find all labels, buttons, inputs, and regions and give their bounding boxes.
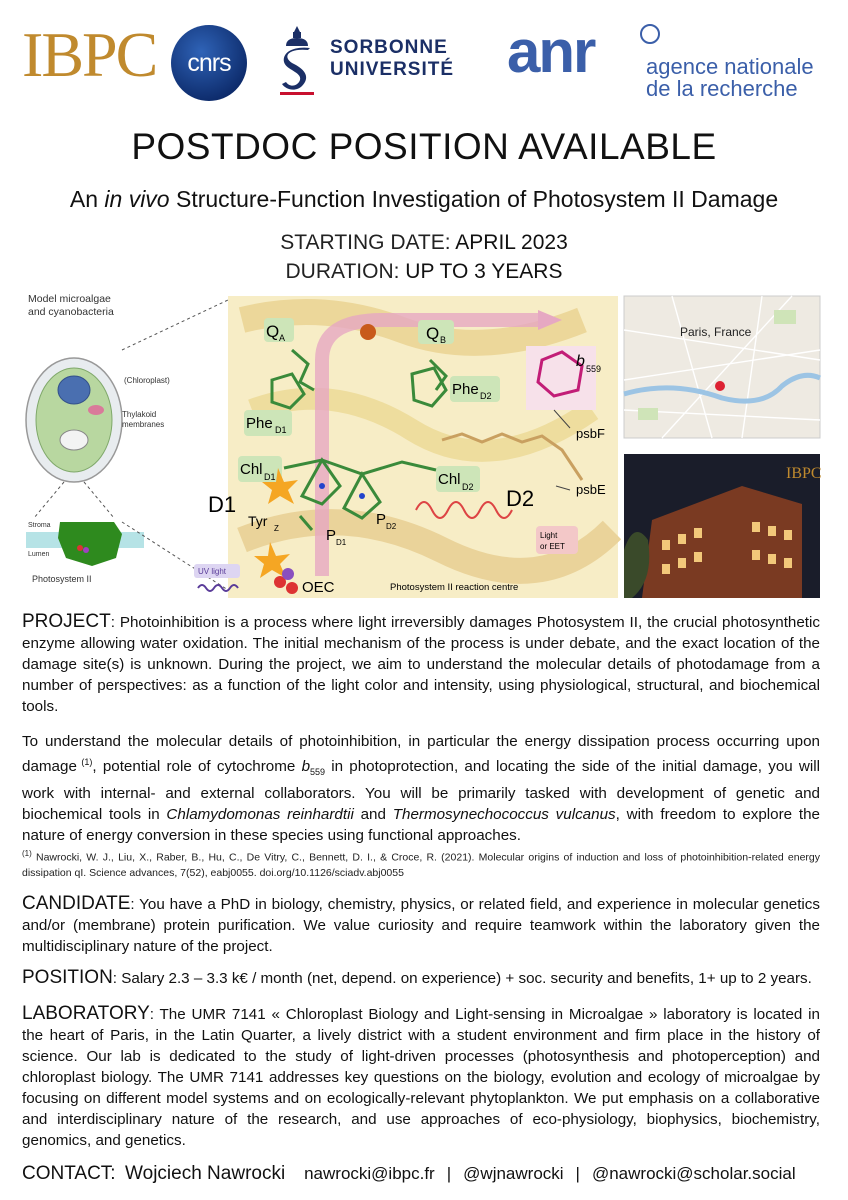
phe-d1-sub: D1 — [275, 425, 287, 435]
logo-bar — [0, 0, 848, 112]
tyrz-label: Tyr — [248, 513, 268, 529]
mg-atom-1 — [319, 483, 325, 489]
anr-subtitle-2: de la recherche — [646, 76, 798, 101]
starting-label: STARTING DATE: — [280, 231, 456, 254]
contact-email-link[interactable]: nawrocki@ibpc.fr — [304, 1164, 435, 1183]
contact-twitter-link[interactable]: @wjnawrocki — [463, 1164, 564, 1183]
laboratory-text: : The UMR 7141 « Chloroplast Biology and Light-sensing in Microalgae » laboratory is located in the heart of Paris, in the Latin Quarter, a lively district with a student environment and firm place in the history of science. Our lab is dedicated to the study of light-driven processes (photosynthesis and photoperception) and chloroplast biology. The UMR 7141 addresses key questions on the biology, evolution and ecology of microalgae by focusing on different model systems and on ecologically-relevant phytoplankton. We put emphasis on a collaborative and interdisciplinary nature of the research, and use approaches of eco-physiology, biophysics, biochemistry, genomics, and genetics. — [22, 1006, 820, 1149]
d1-label: D1 — [208, 492, 237, 517]
para2-d: , with freedom to explore the nature of energy conversion in these species using functional approaches. — [22, 806, 820, 845]
cell-diagram — [26, 293, 228, 590]
ref-text: Nawrocki, W. J., Liu, X., Raber, B., Hu, C., De Vitry, C., Bennett, D. I., & Croce, R. (2021). Molecular origins of induction and loss of photoinhibition-related energy dissipation qI. Science advances, 7(52), eabj0055. doi.org/10.1126/sciadv.abj0055 — [22, 851, 820, 879]
oec-label: OEC — [302, 579, 335, 596]
chl-d1-label: Chl — [240, 461, 263, 478]
zoom-line-left — [34, 482, 64, 518]
position-heading: POSITION — [22, 967, 113, 988]
sorbonne-emblem-icon — [276, 22, 318, 98]
oec-sphere-3 — [286, 582, 298, 594]
park-2 — [774, 310, 796, 324]
project-paragraph — [22, 611, 820, 717]
light-eet-label-2: or EET — [540, 542, 565, 551]
starting-value: APRIL 2023 — [455, 231, 568, 254]
para2-b559-sub: 559 — [310, 767, 326, 778]
ref-marker: (1) — [22, 849, 32, 858]
phe-d2-sub: D2 — [480, 391, 492, 401]
position-paragraph — [22, 967, 820, 989]
reference-footnote — [22, 846, 820, 881]
b559-sub: 559 — [586, 364, 602, 374]
p-d1-sub: D1 — [336, 538, 347, 547]
para2-chlamydomonas: Chlamydomonas reinhardtii — [166, 806, 354, 824]
oec-dot-2 — [83, 547, 89, 553]
ibpc-logo: IBPC — [22, 19, 157, 90]
chl-d2-sub: D2 — [462, 482, 474, 492]
contact-name: Wojciech Nawrocki — [125, 1163, 286, 1184]
anr-logo: anr — [507, 18, 595, 85]
contact-label: CONTACT: — [22, 1163, 116, 1184]
dates-block — [0, 228, 848, 286]
duration-value: UP TO 3 YEARS — [405, 260, 563, 283]
psbf-label: psbF — [576, 426, 605, 441]
thylakoid-label-2: membranes — [122, 420, 165, 429]
candidate-text: : You have a PhD in biology, chemistry, physics, or related field, and experience in molecular genetics and/or (membrane) protein purification. We value curiosity and require teamwork within the laboratory given the multidisciplinary nature of the project. — [22, 896, 820, 955]
photosystem-label: Photosystem II — [32, 574, 92, 584]
sorbonne-line-1: SORBONNE — [330, 37, 448, 58]
iron-atom — [360, 324, 376, 340]
para2-footnote-marker: (1) — [76, 757, 93, 767]
location-pin-icon — [715, 381, 725, 391]
p-d2-sub: D2 — [386, 522, 397, 531]
sorbonne-line-2: UNIVERSITÉ — [330, 59, 455, 80]
cnrs-logo: cnrs — [171, 25, 247, 101]
reaction-centre-diagram — [194, 296, 618, 598]
para2-b: , potential role of cytochrome — [92, 758, 302, 776]
subtitle-post: Structure-Function Investigation of Photosystem II Damage — [169, 186, 779, 212]
qb-label: Q — [426, 324, 440, 343]
d2-label: D2 — [506, 486, 535, 511]
qb-sub: B — [440, 335, 447, 345]
b559-box — [526, 346, 596, 410]
duration-label: DURATION: — [285, 260, 406, 283]
anr-subtitle — [646, 56, 814, 100]
project-text: : Photoinhibition is a process where light irreversibly damages Photosystem II, the crucial photosynthetic enzyme allowing water oxidation. The initial mechanism of the process is under debate, and the exact location of the damage site(s) is unknown. During the project, we aim to understand the molecular details of photodamage from a number of perspectives: as a function of the light color and intensity, using physiological, structural, and biochemical tools. — [22, 614, 820, 715]
qa-label: Q — [266, 322, 280, 341]
chloroplast-label: (Chloroplast) — [124, 376, 170, 385]
details-paragraph — [22, 731, 820, 846]
duration — [0, 257, 848, 286]
laboratory-paragraph — [22, 1003, 820, 1151]
light-eet-label-1: Light — [540, 531, 558, 540]
lumen-label: Lumen — [28, 551, 50, 558]
chl-d1-sub: D1 — [264, 472, 276, 482]
uv-label: UV light — [198, 567, 227, 576]
photosystem-blob — [58, 522, 122, 566]
zoom-line-bottom — [122, 522, 228, 590]
phe-d2-label: Phe — [452, 381, 479, 398]
tyrz-sub: Z — [274, 524, 279, 533]
thylakoid-label-1: Thylakoid — [122, 410, 157, 419]
anr-subtitle-1: agence nationale — [646, 54, 814, 79]
park-1 — [638, 408, 658, 420]
pyrenoid — [60, 430, 88, 450]
mg-atom-2 — [359, 493, 365, 499]
reaction-centre-caption: Photosystem II reaction centre — [390, 582, 519, 593]
candidate-heading: CANDIDATE — [22, 893, 131, 914]
eyespot — [88, 405, 104, 415]
oec-sphere-2 — [282, 568, 294, 580]
nucleus — [58, 376, 90, 404]
oec-dot-1 — [77, 545, 83, 551]
photo-ibpc-sign: IBPC — [786, 465, 822, 482]
contact-line — [22, 1163, 822, 1185]
project-heading: PROJECT — [22, 611, 111, 632]
cell-title-1: Model microalgae — [28, 293, 111, 305]
stroma-label: Stroma — [28, 522, 51, 529]
candidate-paragraph — [22, 893, 820, 957]
para2-and: and — [353, 806, 393, 824]
phe-d1-label: Phe — [246, 415, 273, 432]
figure-panel — [22, 290, 822, 600]
starting-date — [0, 228, 848, 257]
zoom-line-top — [122, 300, 228, 350]
contact-mastodon-link[interactable]: @nawrocki@scholar.social — [591, 1164, 796, 1183]
sorbonne-logo — [330, 37, 454, 81]
psbe-label: psbE — [576, 482, 606, 497]
b559-label: b — [576, 353, 585, 370]
laboratory-heading: LABORATORY — [22, 1003, 150, 1024]
contact-separator-2: | — [575, 1164, 580, 1183]
contact-separator-1: | — [446, 1164, 452, 1183]
zoom-line-right — [84, 482, 114, 518]
p-d1-label: P — [326, 527, 337, 544]
para2-c: in photoprotection, and locating the side of the initial damage, you will work with internal- and external collaborators. You will be primarily tasked with development of genetic and biochemical tools in — [22, 758, 821, 824]
chl-d2-label: Chl — [438, 471, 461, 488]
subtitle-pre: An — [69, 186, 105, 212]
para2-thermosynechococcus: Thermosynechococcus vulcanus — [392, 806, 616, 824]
building-photo — [624, 454, 822, 598]
para2-a: To understand the molecular details of photoinhibition, in particular the energy dissipation process occurring upon damage — [22, 733, 820, 776]
registered-mark-icon — [640, 24, 660, 44]
qa-sub: A — [279, 333, 286, 343]
page-title: POSTDOC POSITION AVAILABLE — [131, 126, 717, 167]
cell-title-2: and cyanobacteria — [28, 306, 114, 318]
subtitle-em: in vivo — [104, 186, 170, 212]
para2-b559: b — [301, 758, 311, 776]
map-label: Paris, France — [680, 325, 752, 339]
paris-map — [624, 296, 820, 438]
position-text: : Salary 2.3 – 3.3 k€ / month (net, depend. on experience) + soc. security and benefits, 1+ up to 2 years. — [112, 970, 812, 987]
project-subtitle — [0, 186, 848, 213]
p-d2-label: P — [376, 511, 387, 528]
